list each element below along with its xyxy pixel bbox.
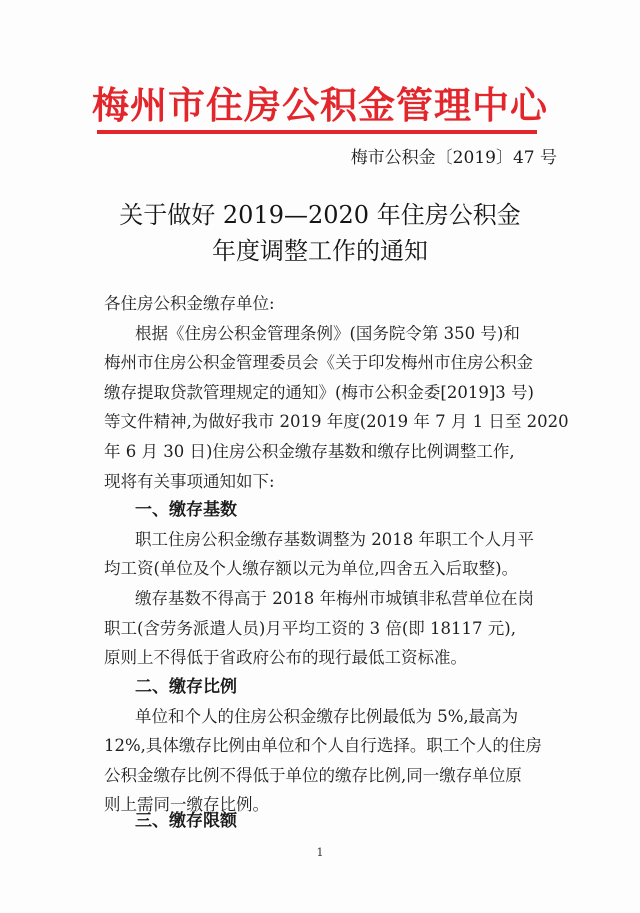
section-heading: 一、缴存基数	[135, 500, 237, 520]
intro-line: 现将有关事项通知如下:	[104, 472, 275, 491]
salutation: 各住房公积金缴存单位:	[104, 294, 275, 313]
paragraph-line: 公积金缴存比例不得低于单位的缴存比例,同一缴存单位原	[104, 766, 522, 785]
intro-line: 年 6 月 30 日)住房公积金缴存基数和缴存比例调整工作,	[104, 442, 515, 461]
document-title-line-2: 年度调整工作的通知	[212, 237, 428, 265]
issuing-agency-header: 梅州市住房公积金管理中心	[92, 84, 548, 127]
page-number: 1	[316, 846, 324, 859]
intro-line: 根据《住房公积金管理条例》(国务院令第 350 号)和	[135, 324, 520, 343]
intro-line: 等文件精神,为做好我市 2019 年度(2019 年 7 月 1 日至 2020	[104, 412, 569, 431]
paragraph-line: 缴存基数不得高于 2018 年梅州市城镇非私营单位在岗	[135, 589, 534, 608]
paragraph-line: 职工住房公积金缴存基数调整为 2018 年职工个人月平	[135, 530, 534, 549]
intro-line: 梅州市住房公积金管理委员会《关于印发梅州市住房公积金	[104, 353, 533, 372]
paragraph-line: 则上需同一缴存比例。	[104, 795, 269, 814]
section-heading: 三、缴存限额	[135, 811, 237, 831]
paragraph-line: 原则上不得低于省政府公布的现行最低工资标准。	[104, 648, 467, 667]
section-heading: 二、缴存比例	[135, 677, 237, 697]
document-title-line-1: 关于做好 2019—2020 年住房公积金	[119, 201, 521, 229]
paragraph-line: 单位和个人的住房公积金缴存比例最低为 5%,最高为	[135, 707, 519, 726]
document-number: 梅市公积金〔2019〕47 号	[350, 148, 557, 168]
red-header-rule	[97, 130, 537, 134]
paragraph-line: 均工资(单位及个人缴存额以元为单位,四舍五入后取整)。	[104, 559, 519, 578]
paragraph-line: 职工(含劳务派遣人员)月平均工资的 3 倍(即 18117 元),	[104, 619, 516, 638]
intro-line: 缴存提取贷款管理规定的通知》(梅市公积金委[2019]3 号)	[104, 383, 534, 402]
paragraph-line: 12%,具体缴存比例由单位和个人自行选择。职工个人的住房	[104, 736, 542, 755]
